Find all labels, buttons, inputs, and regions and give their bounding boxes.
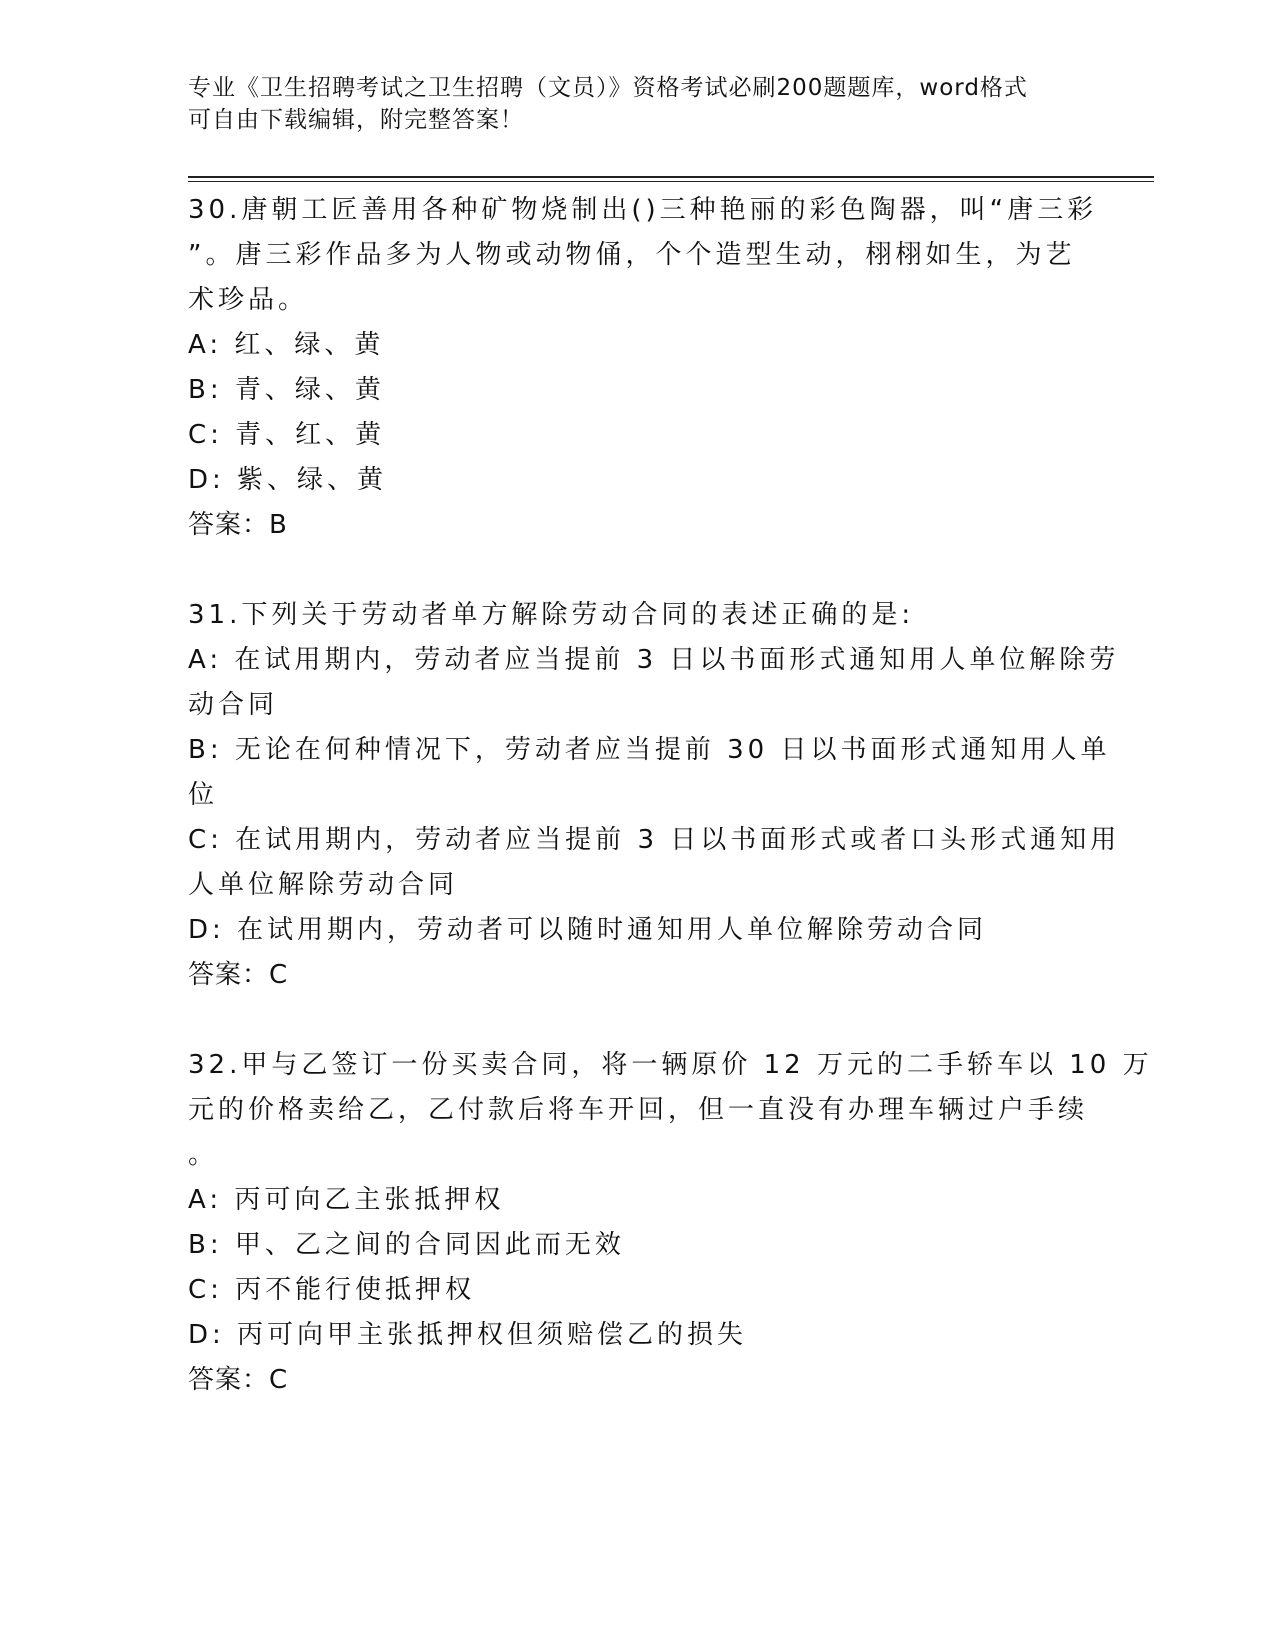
answer-label: 答案：C xyxy=(188,960,289,990)
option-a-continued: 动合同 xyxy=(188,690,279,720)
question-list xyxy=(188,188,1153,1403)
question-31 xyxy=(188,593,1121,998)
option-a: A: 红、绿、黄 xyxy=(188,330,385,360)
question-32 xyxy=(188,1043,1153,1403)
question-text-line: 30.唐朝工匠善用各种矿物烧制出()三种艳丽的彩色陶器，叫“唐三彩 xyxy=(188,195,1098,225)
question-spacer xyxy=(188,548,1088,593)
option-c: C: 在试用期内，劳动者应当提前 3 日以书面形式或者口头形式通知用 xyxy=(188,825,1121,855)
header-divider-thin xyxy=(188,181,1154,182)
option-b: B: 甲、乙之间的合同因此而无效 xyxy=(188,1230,625,1260)
option-a: A: 在试用期内，劳动者应当提前 3 日以书面形式通知用人单位解除劳 xyxy=(188,645,1120,675)
option-d: D: 丙可向甲主张抵押权但须赔偿乙的损失 xyxy=(188,1320,748,1350)
option-b-continued: 位 xyxy=(188,780,219,810)
document-header xyxy=(188,72,1068,136)
question-text-line: 元的价格卖给乙，乙付款后将车开回，但一直没有办理车辆过户手续 xyxy=(188,1095,1089,1125)
header-line-1: 专业《卫生招聘考试之卫生招聘（文员）》资格考试必刷200题题库，word格式 xyxy=(188,75,1028,101)
question-text-line: 。 xyxy=(188,1140,219,1170)
question-30 xyxy=(188,188,1098,548)
answer-label: 答案：C xyxy=(188,1365,289,1395)
question-text-line: 32.甲与乙签订一份买卖合同，将一辆原价 12 万元的二手轿车以 10 万 xyxy=(188,1050,1153,1080)
option-d: D: 在试用期内，劳动者可以随时通知用人单位解除劳动合同 xyxy=(188,915,988,945)
option-c: C: 丙不能行使抵押权 xyxy=(188,1275,476,1305)
answer-label: 答案：B xyxy=(188,510,288,540)
option-b: B: 青、绿、黄 xyxy=(188,375,385,405)
question-text-line: 术珍品。 xyxy=(188,285,309,315)
option-c: C: 青、红、黄 xyxy=(188,420,386,450)
header-line-2: 可自由下载编辑，附完整答案！ xyxy=(188,107,524,133)
option-b: B: 无论在何种情况下，劳动者应当提前 30 日以书面形式通知用人单 xyxy=(188,735,1111,765)
question-text-line: ”。唐三彩作品多为人物或动物俑，个个造型生动，栩栩如生，为艺 xyxy=(188,240,1076,270)
option-a: A: 丙可向乙主张抵押权 xyxy=(188,1185,505,1215)
option-c-continued: 人单位解除劳动合同 xyxy=(188,870,459,900)
option-d: D: 紫、绿、黄 xyxy=(188,465,388,495)
header-divider-thick xyxy=(188,176,1154,178)
question-text-line: 31.下列关于劳动者单方解除劳动合同的表述正确的是: xyxy=(188,600,915,630)
question-spacer xyxy=(188,998,1088,1043)
